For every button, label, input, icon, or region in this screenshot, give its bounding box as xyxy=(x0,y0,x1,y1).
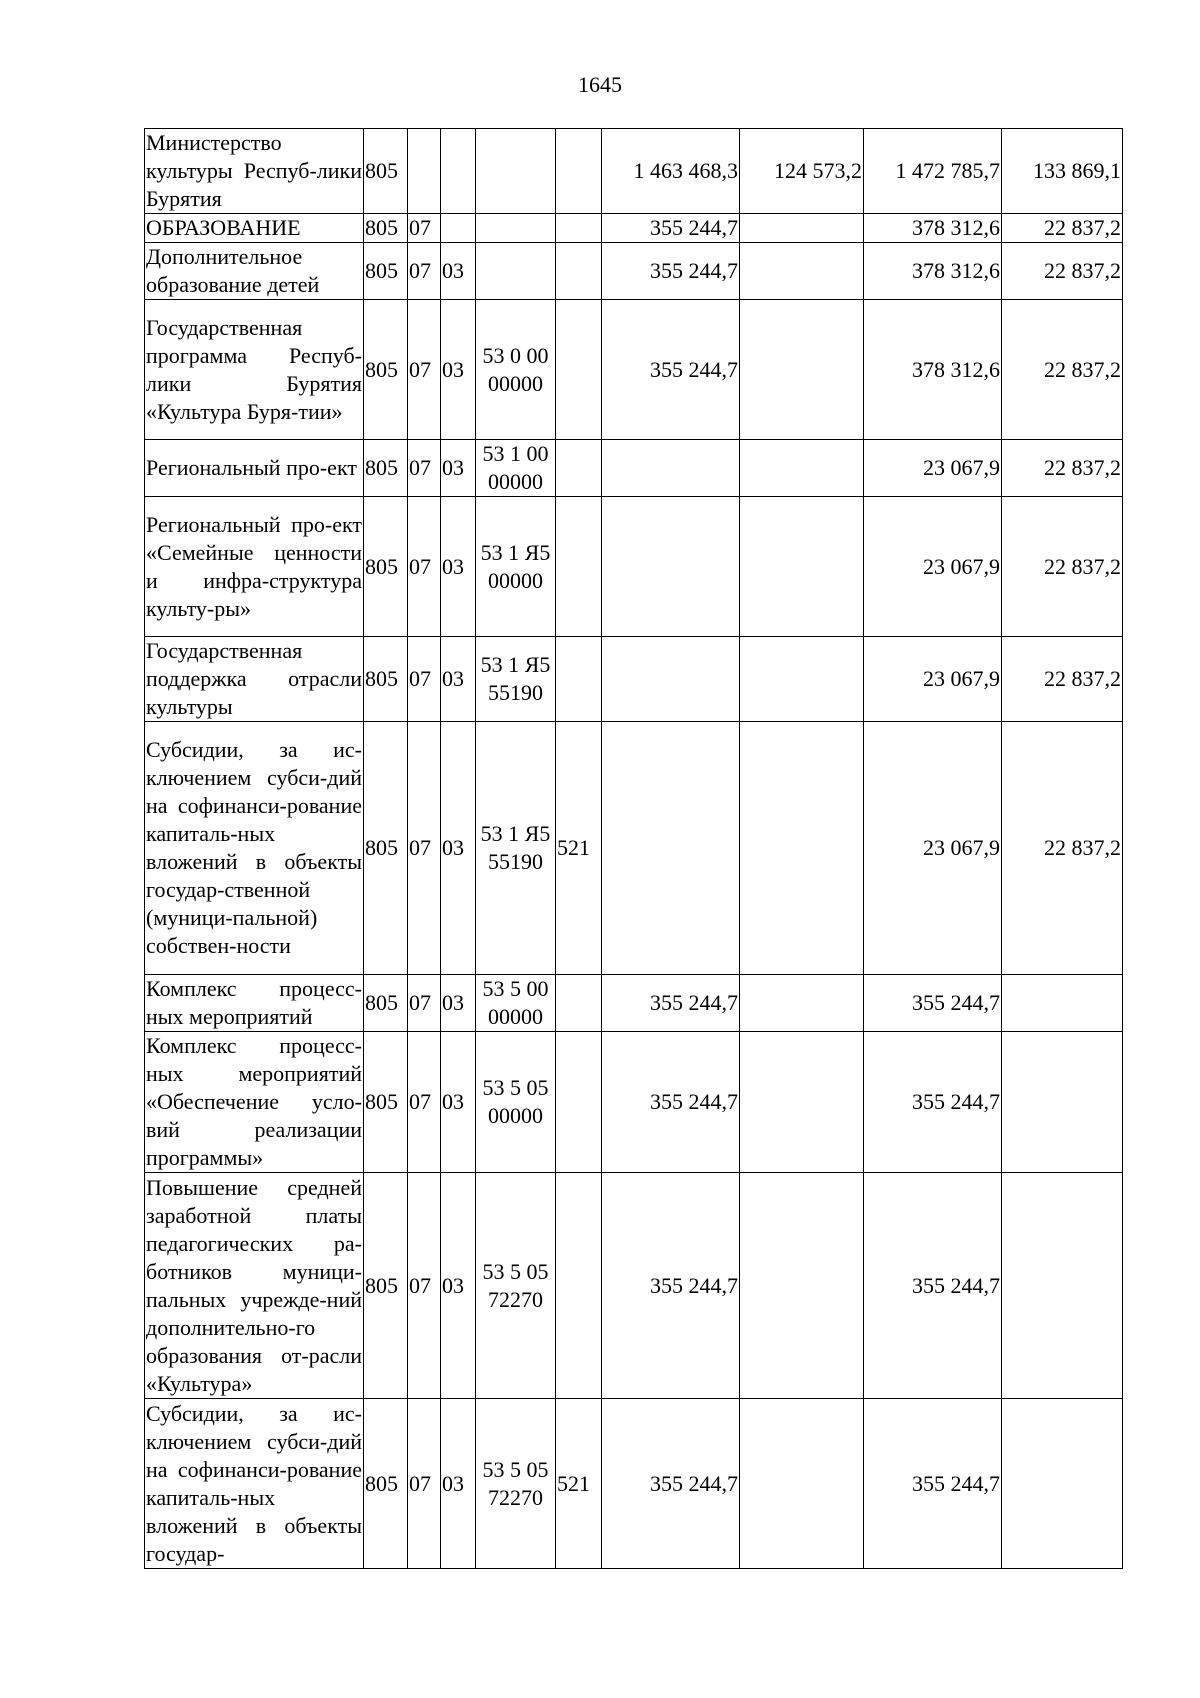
target-article-cell: 53 1 00 00000 xyxy=(476,440,556,497)
row-name-cell: Повышение средней заработной платы педагогических ра-ботников муници-пальных учрежде-ний дополнительно-го образования от-расли «Культура» xyxy=(145,1173,364,1399)
amount-cell-2 xyxy=(740,975,864,1032)
section-code-cell: 07 xyxy=(408,1032,441,1173)
amount-cell-2 xyxy=(740,1173,864,1399)
target-article-cell: 53 1 Я5 00000 xyxy=(476,497,556,637)
section-code-cell: 07 xyxy=(408,497,441,637)
table-row xyxy=(145,1399,1123,1569)
target-article-cell: 53 0 00 00000 xyxy=(476,300,556,440)
amount-cell-1 xyxy=(602,722,740,975)
grbs-code-cell: 805 xyxy=(364,1399,408,1569)
expense-type-cell xyxy=(556,637,602,722)
subsection-code-cell: 03 xyxy=(441,243,476,300)
expense-type-cell xyxy=(556,497,602,637)
amount-cell-4: 133 869,1 xyxy=(1002,129,1123,214)
row-name-cell: Комплекс процесс-ных мероприятий «Обеспечение усло-вий реализации программы» xyxy=(145,1032,364,1173)
expense-type-cell xyxy=(556,214,602,243)
expense-type-cell xyxy=(556,440,602,497)
amount-cell-1: 355 244,7 xyxy=(602,1399,740,1569)
row-name-cell: Субсидии, за ис-ключением субси-дий на софинанси-рование капиталь-ных вложений в объекты государ-ственной (муници-пальной) собствен-ности xyxy=(145,722,364,975)
expense-type-cell: 521 xyxy=(556,1399,602,1569)
amount-cell-1: 355 244,7 xyxy=(602,1173,740,1399)
grbs-code-cell: 805 xyxy=(364,497,408,637)
amount-cell-2 xyxy=(740,637,864,722)
table-row xyxy=(145,300,1123,440)
amount-cell-2 xyxy=(740,497,864,637)
amount-cell-2 xyxy=(740,300,864,440)
subsection-code-cell: 03 xyxy=(441,1032,476,1173)
budget-table xyxy=(144,128,1123,1569)
amount-cell-2 xyxy=(740,1399,864,1569)
target-article-cell: 53 1 Я5 55190 xyxy=(476,722,556,975)
expense-type-cell xyxy=(556,243,602,300)
row-name-cell: Субсидии, за ис-ключением субси-дий на софинанси-рование капиталь-ных вложений в объекты государ- xyxy=(145,1399,364,1569)
table-row xyxy=(145,722,1123,975)
subsection-code-cell: 03 xyxy=(441,722,476,975)
expense-type-cell xyxy=(556,975,602,1032)
target-article-cell: 53 1 Я5 55190 xyxy=(476,637,556,722)
amount-cell-4 xyxy=(1002,1399,1123,1569)
table-row xyxy=(145,497,1123,637)
section-code-cell: 07 xyxy=(408,214,441,243)
section-code-cell: 07 xyxy=(408,637,441,722)
section-code-cell: 07 xyxy=(408,1173,441,1399)
amount-cell-1 xyxy=(602,637,740,722)
subsection-code-cell: 03 xyxy=(441,975,476,1032)
subsection-code-cell: 03 xyxy=(441,1399,476,1569)
subsection-code-cell: 03 xyxy=(441,1173,476,1399)
amount-cell-3: 23 067,9 xyxy=(864,637,1002,722)
target-article-cell: 53 5 00 00000 xyxy=(476,975,556,1032)
target-article-cell: 53 5 05 72270 xyxy=(476,1173,556,1399)
amount-cell-1: 355 244,7 xyxy=(602,243,740,300)
amount-cell-4: 22 837,2 xyxy=(1002,722,1123,975)
table-row xyxy=(145,440,1123,497)
section-code-cell: 07 xyxy=(408,1399,441,1569)
table-row xyxy=(145,975,1123,1032)
amount-cell-1 xyxy=(602,497,740,637)
grbs-code-cell: 805 xyxy=(364,722,408,975)
row-name-cell: Дополнительное образование детей xyxy=(145,243,364,300)
expense-type-cell xyxy=(556,300,602,440)
table-row xyxy=(145,1032,1123,1173)
amount-cell-2: 124 573,2 xyxy=(740,129,864,214)
amount-cell-4: 22 837,2 xyxy=(1002,637,1123,722)
amount-cell-3: 378 312,6 xyxy=(864,214,1002,243)
expense-type-cell xyxy=(556,1173,602,1399)
table-row xyxy=(145,243,1123,300)
target-article-cell xyxy=(476,243,556,300)
amount-cell-3: 355 244,7 xyxy=(864,1399,1002,1569)
amount-cell-4: 22 837,2 xyxy=(1002,440,1123,497)
expense-type-cell xyxy=(556,129,602,214)
amount-cell-3: 378 312,6 xyxy=(864,300,1002,440)
amount-cell-3: 23 067,9 xyxy=(864,440,1002,497)
grbs-code-cell: 805 xyxy=(364,975,408,1032)
target-article-cell: 53 5 05 00000 xyxy=(476,1032,556,1173)
page-number: 1645 xyxy=(578,72,622,97)
subsection-code-cell: 03 xyxy=(441,497,476,637)
amount-cell-2 xyxy=(740,243,864,300)
target-article-cell xyxy=(476,214,556,243)
row-name-cell: Государственная поддержка отрасли культуры xyxy=(145,637,364,722)
amount-cell-4 xyxy=(1002,1032,1123,1173)
grbs-code-cell: 805 xyxy=(364,440,408,497)
table-row xyxy=(145,637,1123,722)
target-article-cell: 53 5 05 72270 xyxy=(476,1399,556,1569)
subsection-code-cell: 03 xyxy=(441,300,476,440)
subsection-code-cell: 03 xyxy=(441,440,476,497)
amount-cell-1: 355 244,7 xyxy=(602,214,740,243)
grbs-code-cell: 805 xyxy=(364,129,408,214)
section-code-cell: 07 xyxy=(408,243,441,300)
section-code-cell: 07 xyxy=(408,975,441,1032)
row-name-cell: Министерство культуры Респуб-лики Бурятия xyxy=(145,129,364,214)
grbs-code-cell: 805 xyxy=(364,1032,408,1173)
amount-cell-4: 22 837,2 xyxy=(1002,214,1123,243)
table-row xyxy=(145,1173,1123,1399)
expense-type-cell xyxy=(556,1032,602,1173)
amount-cell-4: 22 837,2 xyxy=(1002,497,1123,637)
amount-cell-2 xyxy=(740,1032,864,1173)
amount-cell-2 xyxy=(740,722,864,975)
amount-cell-1: 355 244,7 xyxy=(602,975,740,1032)
amount-cell-1: 355 244,7 xyxy=(602,1032,740,1173)
amount-cell-4 xyxy=(1002,1173,1123,1399)
amount-cell-4 xyxy=(1002,975,1123,1032)
amount-cell-1: 355 244,7 xyxy=(602,300,740,440)
amount-cell-3: 355 244,7 xyxy=(864,1032,1002,1173)
amount-cell-1: 1 463 468,3 xyxy=(602,129,740,214)
table-row xyxy=(145,129,1123,214)
amount-cell-4: 22 837,2 xyxy=(1002,243,1123,300)
section-code-cell xyxy=(408,129,441,214)
amount-cell-3: 1 472 785,7 xyxy=(864,129,1002,214)
amount-cell-3: 355 244,7 xyxy=(864,975,1002,1032)
grbs-code-cell: 805 xyxy=(364,1173,408,1399)
amount-cell-3: 355 244,7 xyxy=(864,1173,1002,1399)
subsection-code-cell xyxy=(441,129,476,214)
target-article-cell xyxy=(476,129,556,214)
amount-cell-3: 378 312,6 xyxy=(864,243,1002,300)
expense-type-cell: 521 xyxy=(556,722,602,975)
row-name-cell: ОБРАЗОВАНИЕ xyxy=(145,214,364,243)
row-name-cell: Региональный про-ект «Семейные ценности и инфра-структура культу-ры» xyxy=(145,497,364,637)
amount-cell-1 xyxy=(602,440,740,497)
amount-cell-4: 22 837,2 xyxy=(1002,300,1123,440)
budget-table-body xyxy=(145,129,1123,1569)
section-code-cell: 07 xyxy=(408,722,441,975)
section-code-cell: 07 xyxy=(408,300,441,440)
grbs-code-cell: 805 xyxy=(364,300,408,440)
grbs-code-cell: 805 xyxy=(364,243,408,300)
grbs-code-cell: 805 xyxy=(364,214,408,243)
amount-cell-2 xyxy=(740,214,864,243)
table-row xyxy=(145,214,1123,243)
amount-cell-2 xyxy=(740,440,864,497)
amount-cell-3: 23 067,9 xyxy=(864,497,1002,637)
grbs-code-cell: 805 xyxy=(364,637,408,722)
subsection-code-cell: 03 xyxy=(441,637,476,722)
subsection-code-cell xyxy=(441,214,476,243)
section-code-cell: 07 xyxy=(408,440,441,497)
row-name-cell: Региональный про-ект xyxy=(145,440,364,497)
amount-cell-3: 23 067,9 xyxy=(864,722,1002,975)
row-name-cell: Комплекс процесс-ных мероприятий xyxy=(145,975,364,1032)
row-name-cell: Государственная программа Респуб-лики Бурятия «Культура Буря-тии» xyxy=(145,300,364,440)
